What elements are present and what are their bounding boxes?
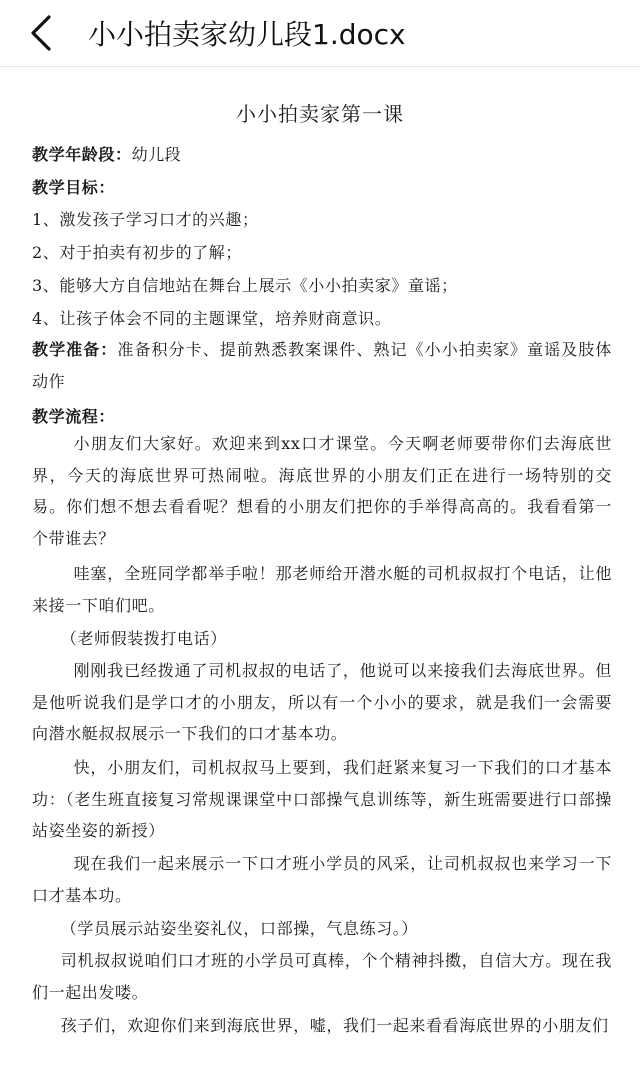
document-title: 小小拍卖家第一课 xyxy=(236,102,404,126)
age-line xyxy=(32,142,181,165)
paragraph: 快，小朋友们，司机叔叔马上要到，我们赶紧来复习一下我们的口才基本功：（老生班直接复习常规课课堂中口部操气息训练等，新生班需要进行口部操站姿坐姿的新授） xyxy=(32,758,612,840)
back-button[interactable] xyxy=(30,3,90,63)
prep-value: 准备积分卡、提前熟悉教案课件、熟记《小小拍卖家》童谣及肢体动作 xyxy=(32,340,612,391)
goal-item: 4、让孩子体会不同的主题课堂，培养财商意识。 xyxy=(32,309,392,328)
paragraph: 哇塞，全班同学都举手啦！那老师给开潜水艇的司机叔叔打个电话，让他来接一下咱们吧。 xyxy=(32,564,612,615)
prep-line xyxy=(32,334,612,397)
top-bar xyxy=(0,0,640,67)
paragraph: 小朋友们大家好。欢迎来到xx口才课堂。今天啊老师要带你们去海底世界，今天的海底世界可热闹啦。海底世界的小朋友们正在进行一场特别的交易。你们想不想去看看呢？想看的小朋友们把你的手举得高高的。我看看第一个带谁去？ xyxy=(32,434,612,548)
chevron-left-icon xyxy=(30,15,52,51)
age-value: 幼儿段 xyxy=(131,145,182,164)
file-title: 小小拍卖家幼儿段1.docx xyxy=(88,18,406,51)
flow-label: 教学流程： xyxy=(32,407,116,426)
paragraph: （学员展示站姿坐姿礼仪，口部操，气息练习。） xyxy=(60,919,418,938)
goals-label: 教学目标： xyxy=(32,178,116,197)
paragraph: 司机叔叔说咱们口才班的小学员可真棒，个个精神抖擞，自信大方。现在我们一起出发喽。 xyxy=(32,951,612,1002)
paragraph: 现在我们一起来展示一下口才班小学员的风采，让司机叔叔也来学习一下口才基本功。 xyxy=(32,854,612,905)
paragraph: 孩子们，欢迎你们来到海底世界，嘘，我们一起来看看海底世界的小朋友们 xyxy=(60,1016,609,1035)
goal-item: 2、对于拍卖有初步的了解； xyxy=(32,243,242,262)
age-label: 教学年龄段： xyxy=(32,145,132,164)
document-view[interactable] xyxy=(0,66,640,1071)
goal-item: 1、激发孩子学习口才的兴趣； xyxy=(32,210,259,229)
paragraph: （老师假装拨打电话） xyxy=(60,629,227,648)
prep-label: 教学准备： xyxy=(32,340,118,359)
paragraph: 刚刚我已经拨通了司机叔叔的电话了，他说可以来接我们去海底世界。但是他听说我们是学口才的小朋友，所以有一个小小的要求，就是我们一会需要向潜水艇叔叔展示一下我们的口才基本功。 xyxy=(32,661,612,743)
goal-item: 3、能够大方自信地站在舞台上展示《小小拍卖家》童谣； xyxy=(32,276,458,295)
